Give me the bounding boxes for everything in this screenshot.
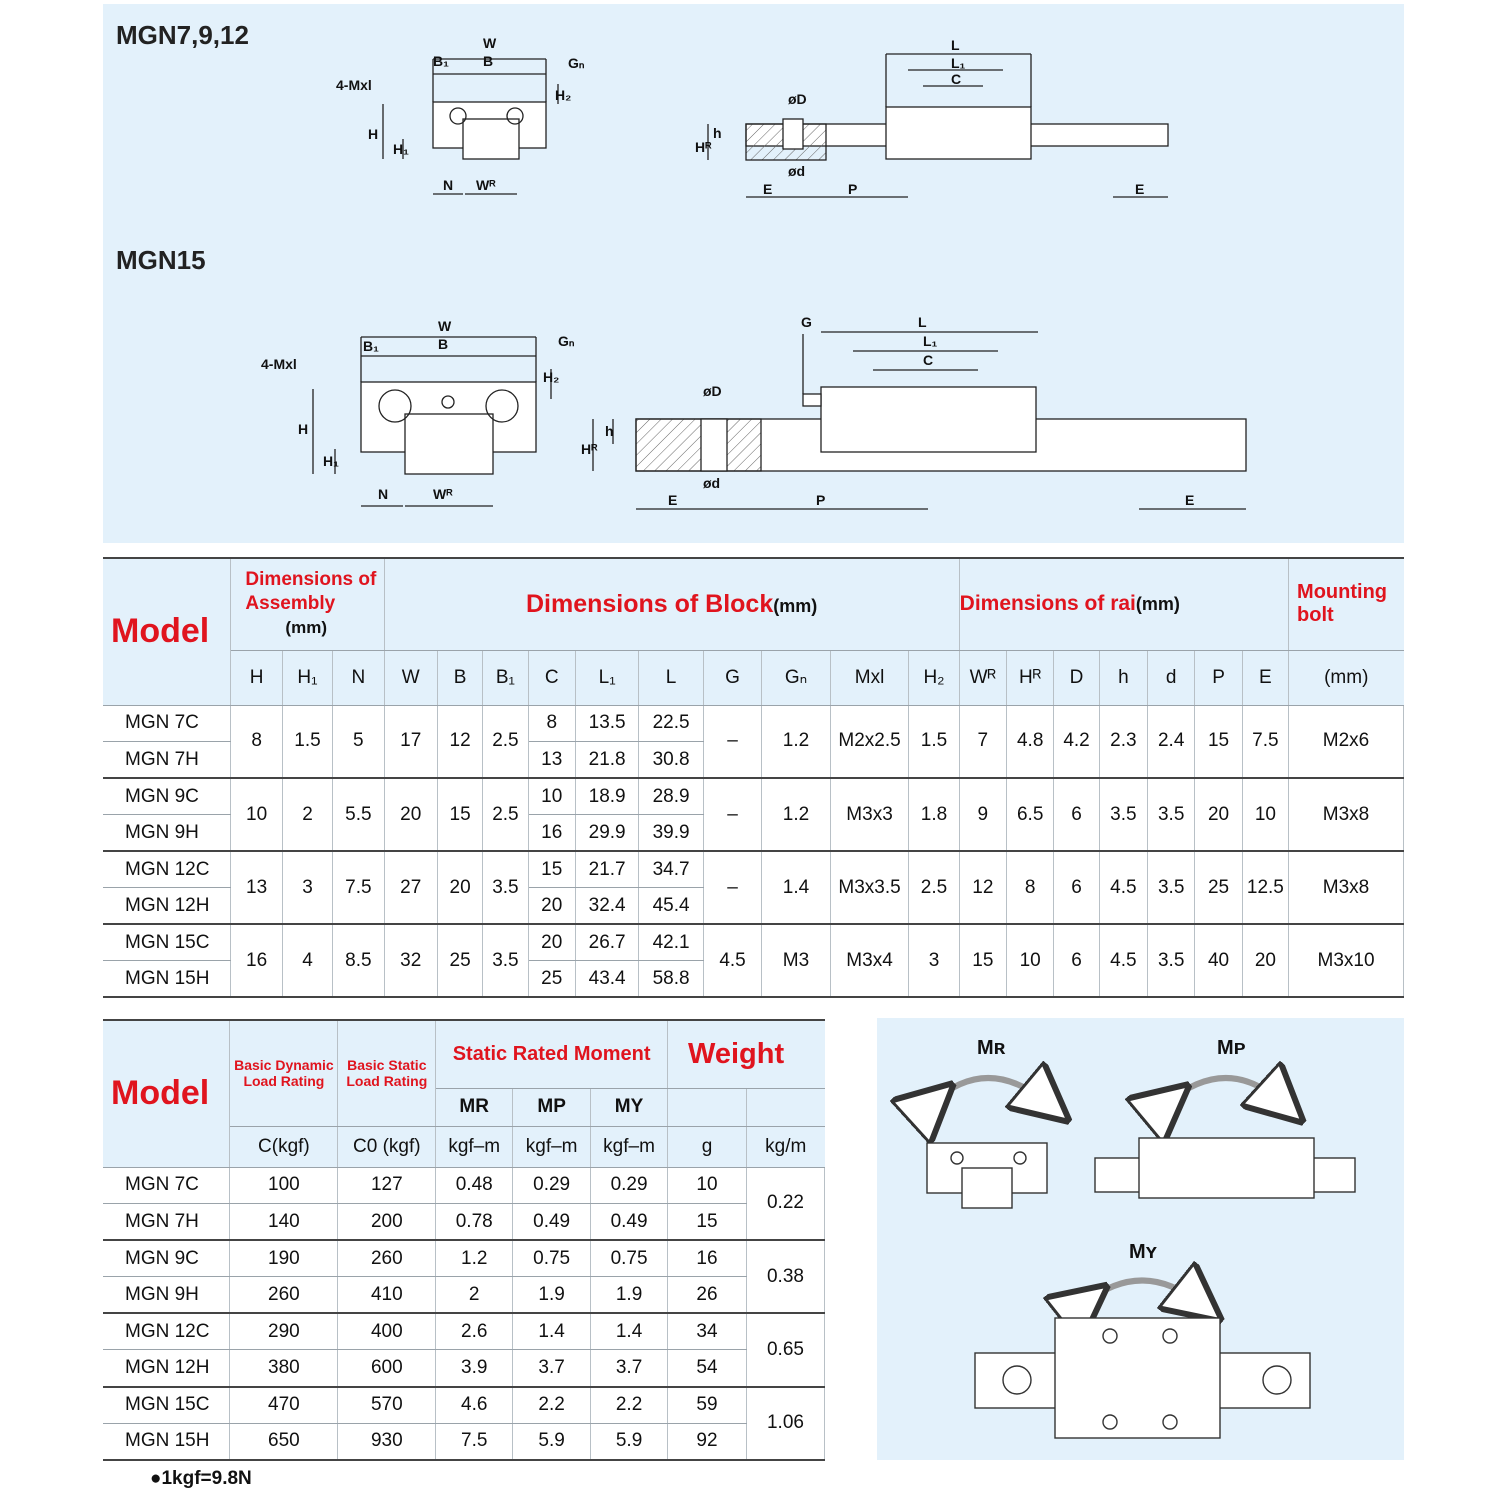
table-cell: M3x10 (1289, 924, 1404, 997)
table-cell: 3 (282, 851, 332, 924)
table-cell: 32.4 (575, 888, 638, 925)
table-row (103, 1350, 825, 1387)
mp-header: MP (513, 1088, 591, 1126)
label-d-big-large: øD (703, 383, 722, 399)
moment-header: Static Rated Moment (436, 1020, 668, 1088)
model-header: Model (103, 558, 231, 705)
table-cell: 20 (437, 851, 482, 924)
table-cell: M2x6 (1289, 705, 1404, 778)
table-cell: 18.9 (575, 778, 638, 815)
model-name: MGN 7C (103, 705, 231, 742)
table-cell: 20 (528, 924, 575, 961)
small-section-view (383, 59, 558, 194)
table-cell: 10 (231, 778, 282, 851)
col-header: H₁ (282, 650, 332, 705)
col-header: Gₙ (762, 650, 831, 705)
label-c: C (951, 71, 962, 87)
table-cell: 92 (668, 1423, 747, 1460)
table-cell: – (703, 851, 761, 924)
table-cell: 3.5 (1148, 924, 1195, 997)
label-d-big: øD (788, 91, 807, 107)
rail-header: Dimensions of rai (959, 592, 1136, 616)
col-header: W (384, 650, 437, 705)
table-row (103, 778, 1404, 815)
table-cell: 16 (668, 1240, 747, 1277)
table-cell: 0.75 (513, 1240, 591, 1277)
label-e-right-large: E (1185, 492, 1195, 508)
model-name: MGN 12H (103, 1350, 230, 1387)
table-cell: 17 (384, 705, 437, 778)
label-wr-large: Wᴿ (433, 486, 453, 502)
table-cell: 4.5 (703, 924, 761, 997)
table-cell: 1.5 (282, 705, 332, 778)
table-cell: 0.75 (591, 1240, 668, 1277)
assembly-header: Dimensions of Assembly (245, 569, 377, 615)
rail-unit: (mm) (1135, 594, 1180, 615)
my-label: Mʏ (1129, 1241, 1158, 1263)
table-cell: 58.8 (639, 961, 703, 998)
table-cell: 15 (959, 924, 1006, 997)
table-row (103, 1313, 825, 1350)
table-cell: 127 (338, 1167, 436, 1204)
label-mxl-large: 4-Mxl (261, 356, 297, 372)
table-cell: 930 (338, 1423, 436, 1460)
weight-per-meter: 1.06 (746, 1387, 824, 1460)
table-cell: 43.4 (575, 961, 638, 998)
col-header: Wᴿ (959, 650, 1006, 705)
table-cell: 10 (1007, 924, 1054, 997)
label-l1-large: L₁ (923, 333, 938, 349)
label-n-large: N (378, 486, 389, 502)
table-cell: 8 (231, 705, 282, 778)
table-cell: 380 (230, 1350, 338, 1387)
small-side-view (708, 54, 1168, 197)
table-cell: 2 (282, 778, 332, 851)
table-cell: 25 (528, 961, 575, 998)
table-cell: 15 (437, 778, 482, 851)
table-cell: 16 (231, 924, 282, 997)
label-b1-large: B₁ (363, 338, 379, 354)
label-h-large: H (298, 421, 309, 437)
table-cell: 12 (959, 851, 1006, 924)
table-cell: 2.5 (909, 851, 959, 924)
table-cell: 4 (282, 924, 332, 997)
model-name: MGN 12H (103, 888, 231, 925)
col-header: D (1054, 650, 1099, 705)
table-cell: 4.2 (1054, 705, 1099, 778)
weight-per-meter: 0.38 (746, 1240, 824, 1313)
table-cell: 16 (528, 815, 575, 852)
mr-unit: kgf–m (436, 1126, 513, 1167)
table-cell: 5 (333, 705, 384, 778)
table-cell: 2 (436, 1277, 513, 1314)
model-name: MGN 15C (103, 1387, 230, 1424)
g-unit: g (668, 1126, 747, 1167)
label-e-large: E (668, 492, 678, 508)
col-header: d (1148, 650, 1195, 705)
label-gn: Gₙ (568, 55, 585, 71)
moments-panel (877, 1018, 1404, 1460)
table-cell: 3 (909, 924, 959, 997)
table-cell: 1.2 (762, 705, 831, 778)
label-h2: H₂ (555, 87, 572, 103)
table-cell: 13.5 (575, 705, 638, 742)
dynamic-load-header: Basic Dynamic Load Rating (230, 1020, 338, 1126)
col-header: B₁ (483, 650, 528, 705)
table-cell: 20 (528, 888, 575, 925)
table-cell: 29.9 (575, 815, 638, 852)
table-row (103, 1204, 825, 1241)
label-h-small: h (713, 125, 722, 141)
table-cell: – (703, 705, 761, 778)
model-name: MGN 9H (103, 1277, 230, 1314)
table-cell: 39.9 (639, 815, 703, 852)
col-header: Mxl (830, 650, 909, 705)
table-cell: 10 (528, 778, 575, 815)
table-cell: 12 (437, 705, 482, 778)
table-cell: 200 (338, 1204, 436, 1241)
label-w: W (483, 35, 497, 51)
table-cell: 3.7 (513, 1350, 591, 1387)
table-cell: 260 (230, 1277, 338, 1314)
table-cell: 2.6 (436, 1313, 513, 1350)
table-cell: 1.9 (591, 1277, 668, 1314)
label-mxl: 4-Mxl (336, 77, 372, 93)
table-cell: 21.8 (575, 742, 638, 779)
col-header: h (1099, 650, 1147, 705)
table-cell: 13 (231, 851, 282, 924)
table-cell: M3x3.5 (830, 851, 909, 924)
table-cell: 10 (1242, 778, 1288, 851)
table-row (103, 1423, 825, 1460)
col-header: L₁ (575, 650, 638, 705)
label-d-small: ød (788, 163, 806, 179)
col-header: C (528, 650, 575, 705)
label-h2-large: H₂ (543, 369, 560, 385)
table-cell: 25 (437, 924, 482, 997)
table-cell: 0.48 (436, 1167, 513, 1204)
table-cell: 3.5 (1099, 778, 1147, 851)
col-header: B (437, 650, 482, 705)
table-cell: 1.4 (513, 1313, 591, 1350)
title-mgn15: MGN15 (116, 245, 206, 275)
table-cell: 26.7 (575, 924, 638, 961)
model-name: MGN 7C (103, 1167, 230, 1204)
table-cell: 6 (1054, 778, 1099, 851)
load-rating-table (103, 1019, 825, 1461)
table-cell: 25 (1195, 851, 1242, 924)
table-cell: 4.5 (1099, 851, 1147, 924)
table-cell: 9 (959, 778, 1006, 851)
model-name: MGN 9C (103, 778, 231, 815)
model-name: MGN 9C (103, 1240, 230, 1277)
model-name: MGN 7H (103, 1204, 230, 1241)
table-cell: 2.5 (483, 778, 528, 851)
table-cell: 4.6 (436, 1387, 513, 1424)
dyn-unit: C(kgf) (230, 1126, 338, 1167)
table-cell: 6.5 (1007, 778, 1054, 851)
table-cell: 650 (230, 1423, 338, 1460)
table-cell: 7.5 (436, 1423, 513, 1460)
table-cell: 20 (1242, 924, 1288, 997)
table-cell: 2.5 (483, 705, 528, 778)
label-g-large: G (801, 314, 812, 330)
label-b1: B₁ (433, 53, 449, 69)
table-cell: 15 (1195, 705, 1242, 778)
label-n: N (443, 177, 454, 193)
weight-per-meter: 0.65 (746, 1313, 824, 1386)
table-cell: 1.9 (513, 1277, 591, 1314)
table-cell: 4.5 (1099, 924, 1147, 997)
stat-unit: C0 (kgf) (338, 1126, 436, 1167)
table-cell: 6 (1054, 851, 1099, 924)
model-name: MGN 9H (103, 815, 231, 852)
mr-header: MR (436, 1088, 513, 1126)
label-b-large: B (438, 336, 449, 352)
table-cell: 410 (338, 1277, 436, 1314)
table-cell: 290 (230, 1313, 338, 1350)
table-cell: 0.29 (513, 1167, 591, 1204)
label-gn-large: Gₙ (558, 333, 575, 349)
table-row (103, 705, 1404, 742)
table-cell: 27 (384, 851, 437, 924)
table-cell: 0.78 (436, 1204, 513, 1241)
table-cell: 1.4 (591, 1313, 668, 1350)
col-header: H (231, 650, 282, 705)
table-cell: 400 (338, 1313, 436, 1350)
table-cell: 20 (384, 778, 437, 851)
table-cell: M3x4 (830, 924, 909, 997)
weight-per-meter: 0.22 (746, 1167, 824, 1240)
label-l: L (951, 37, 960, 53)
table-cell: M3 (762, 924, 831, 997)
label-c-large: C (923, 352, 934, 368)
label-h1-large: H₁ (323, 453, 339, 469)
label-l-large: L (918, 314, 927, 330)
label-p: P (848, 181, 858, 197)
static-load-header: Basic Static Load Rating (338, 1020, 436, 1126)
table-cell: 0.49 (591, 1204, 668, 1241)
table-cell: 2.3 (1099, 705, 1147, 778)
table-cell: 8 (528, 705, 575, 742)
label-h1: H₁ (393, 141, 409, 157)
label-wr: Wᴿ (476, 177, 496, 193)
table-cell: 5.9 (513, 1423, 591, 1460)
table-cell: M3x8 (1289, 851, 1404, 924)
table-cell: 7 (959, 705, 1006, 778)
moment-diagrams (877, 1018, 1404, 1460)
table-cell: 15 (528, 851, 575, 888)
bolt-header: Mounting bolt (1289, 558, 1404, 650)
table-row (103, 924, 1404, 961)
col-header: N (333, 650, 384, 705)
table-cell: 30.8 (639, 742, 703, 779)
table-cell: M2x2.5 (830, 705, 909, 778)
table-row (103, 1240, 825, 1277)
table-cell: 5.9 (591, 1423, 668, 1460)
table-cell: 12.5 (1242, 851, 1288, 924)
label-b: B (483, 53, 494, 69)
model-name: MGN 12C (103, 851, 231, 888)
table-cell: M3x3 (830, 778, 909, 851)
table-cell: 42.1 (639, 924, 703, 961)
label-w-large: W (438, 318, 452, 334)
table-cell: 7.5 (1242, 705, 1288, 778)
model-header-2: Model (103, 1020, 230, 1167)
weight-header: Weight (668, 1020, 825, 1088)
table-cell: 22.5 (639, 705, 703, 742)
table-cell: 3.7 (591, 1350, 668, 1387)
table-cell: 26 (668, 1277, 747, 1314)
table-cell: 34 (668, 1313, 747, 1350)
mp-unit: kgf–m (513, 1126, 591, 1167)
table-cell: 0.49 (513, 1204, 591, 1241)
table-cell: 20 (1195, 778, 1242, 851)
my-unit: kgf–m (591, 1126, 668, 1167)
model-name: MGN 15C (103, 924, 231, 961)
bolt-unit: (mm) (1289, 650, 1404, 705)
table-cell: 1.4 (762, 851, 831, 924)
col-header: E (1242, 650, 1288, 705)
table-cell: 7.5 (333, 851, 384, 924)
table-cell: 6 (1054, 924, 1099, 997)
table-row (103, 1167, 825, 1204)
table-cell: 1.5 (909, 705, 959, 778)
label-hr-large: Hᴿ (581, 441, 598, 457)
table-cell: 13 (528, 742, 575, 779)
table-cell: 140 (230, 1204, 338, 1241)
label-h-small-large: h (605, 423, 614, 439)
table-cell: 3.5 (483, 851, 528, 924)
kgm-unit: kg/m (746, 1126, 824, 1167)
dimensions-table (103, 557, 1404, 998)
table-cell: 4.8 (1007, 705, 1054, 778)
table-cell: 21.7 (575, 851, 638, 888)
table-cell: 1.2 (436, 1240, 513, 1277)
model-name: MGN 15H (103, 1423, 230, 1460)
table-cell: 54 (668, 1350, 747, 1387)
model-name: MGN 12C (103, 1313, 230, 1350)
model-name: MGN 7H (103, 742, 231, 779)
block-unit: (mm) (773, 595, 818, 616)
table-cell: 2.4 (1148, 705, 1195, 778)
table-cell: 5.5 (333, 778, 384, 851)
table-cell: 3.5 (1148, 778, 1195, 851)
table-row (103, 1277, 825, 1314)
label-hr: Hᴿ (695, 139, 712, 155)
table-cell: 1.2 (762, 778, 831, 851)
col-header: G (703, 650, 761, 705)
table-cell: 45.4 (639, 888, 703, 925)
table-cell: 2.2 (591, 1387, 668, 1424)
large-side-view (593, 332, 1246, 509)
model-name: MGN 15H (103, 961, 231, 998)
table-cell: 2.2 (513, 1387, 591, 1424)
col-header: Hᴿ (1007, 650, 1054, 705)
my-header: MY (591, 1088, 668, 1126)
title-mgn7-9-12: MGN7,9,12 (116, 20, 249, 50)
table-cell: 59 (668, 1387, 747, 1424)
large-section-view (313, 337, 551, 506)
label-e-right: E (1135, 181, 1145, 197)
drawings-panel (103, 4, 1404, 543)
table-cell: 15 (668, 1204, 747, 1241)
label-e: E (763, 181, 773, 197)
table-cell: 3.5 (483, 924, 528, 997)
table-cell: 600 (338, 1350, 436, 1387)
table-cell: – (703, 778, 761, 851)
table-cell: 470 (230, 1387, 338, 1424)
table-cell: 10 (668, 1167, 747, 1204)
col-header: L (639, 650, 703, 705)
col-header: P (1195, 650, 1242, 705)
label-p-large: P (816, 492, 826, 508)
table-cell: 570 (338, 1387, 436, 1424)
table-cell: 8.5 (333, 924, 384, 997)
table-cell: 0.29 (591, 1167, 668, 1204)
assembly-unit: (mm) (285, 618, 327, 638)
mp-label: Mᴘ (1217, 1037, 1246, 1059)
label-h: H (368, 126, 379, 142)
label-d-small-large: ød (703, 475, 721, 491)
table-cell: 100 (230, 1167, 338, 1204)
table-cell: 8 (1007, 851, 1054, 924)
col-header: H₂ (909, 650, 959, 705)
table-cell: 190 (230, 1240, 338, 1277)
table-row (103, 851, 1404, 888)
table-cell: 3.9 (436, 1350, 513, 1387)
table-cell: 40 (1195, 924, 1242, 997)
table-cell: 1.8 (909, 778, 959, 851)
technical-drawings (103, 4, 1404, 543)
footnote: ●1kgf=9.8N (150, 1468, 252, 1489)
table-cell: 34.7 (639, 851, 703, 888)
table-cell: 28.9 (639, 778, 703, 815)
table-row (103, 1387, 825, 1424)
label-l1: L₁ (951, 55, 966, 71)
table-cell: 260 (338, 1240, 436, 1277)
mr-label: Mʀ (977, 1037, 1006, 1059)
table-cell: 3.5 (1148, 851, 1195, 924)
table-cell: M3x8 (1289, 778, 1404, 851)
block-header: Dimensions of Block (525, 589, 774, 618)
table-cell: 32 (384, 924, 437, 997)
